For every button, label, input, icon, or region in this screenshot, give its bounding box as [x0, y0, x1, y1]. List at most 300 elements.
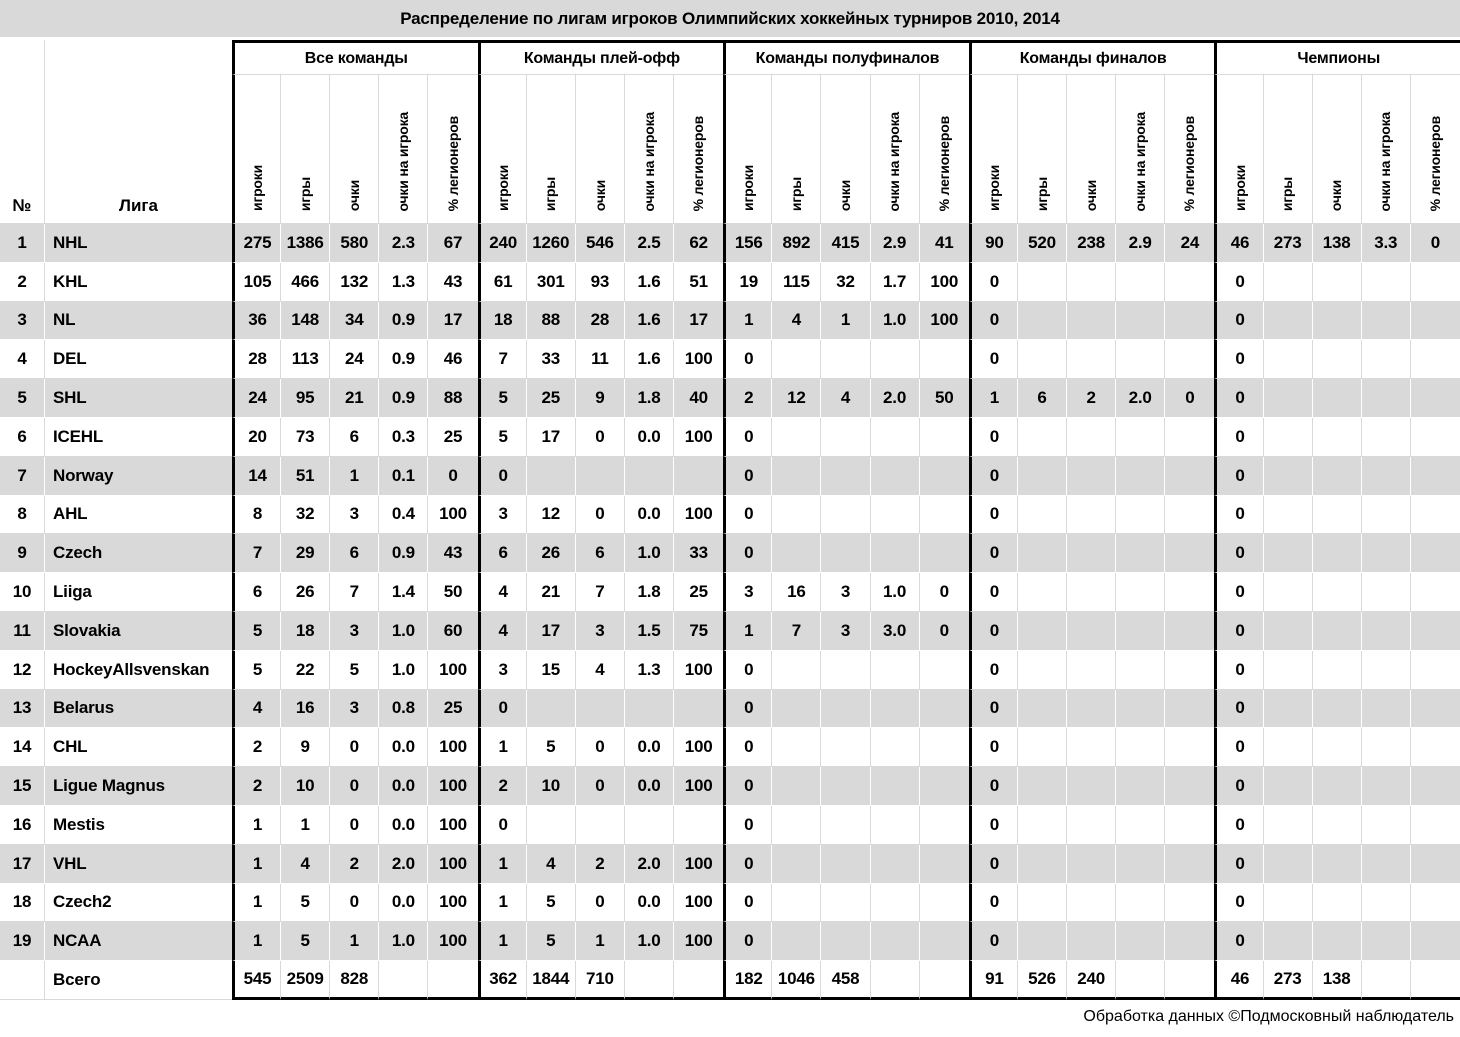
- cell: [1264, 806, 1313, 845]
- cell: [1411, 690, 1460, 729]
- cell: 14: [232, 457, 281, 496]
- cell: 100: [674, 651, 723, 690]
- cell: [1313, 728, 1362, 767]
- table-header: [0, 40, 1460, 224]
- league-name: NHL: [45, 224, 232, 263]
- cell: [1116, 690, 1165, 729]
- cell: [1067, 690, 1116, 729]
- cell: 6: [330, 418, 379, 457]
- table-row: [0, 651, 1460, 690]
- cell: [871, 767, 920, 806]
- cell: [1264, 534, 1313, 573]
- cell: 0: [969, 573, 1018, 612]
- cell: 156: [723, 224, 772, 263]
- cell: 6: [330, 534, 379, 573]
- cell: [1018, 573, 1067, 612]
- cell: [1165, 418, 1214, 457]
- subcolumn-label: % легионеров: [1181, 115, 1198, 211]
- cell: 0: [1214, 922, 1263, 961]
- cell: [772, 690, 821, 729]
- cell: 0: [576, 496, 625, 535]
- cell: [1165, 302, 1214, 341]
- cell: 32: [281, 496, 330, 535]
- cell: [821, 845, 870, 884]
- cell: [871, 845, 920, 884]
- cell: 100: [428, 651, 477, 690]
- cell: 36: [232, 302, 281, 341]
- cell: [1165, 961, 1214, 1000]
- cell: 4: [232, 690, 281, 729]
- cell: [871, 496, 920, 535]
- cell: 19: [723, 263, 772, 302]
- credits-text: Обработка данных ©Подмосковный наблюдатель: [0, 1000, 1460, 1034]
- cell: 0: [969, 767, 1018, 806]
- cell: 1.0: [379, 612, 428, 651]
- cell: [1018, 922, 1067, 961]
- cell: 273: [1264, 224, 1313, 263]
- cell: 50: [920, 379, 969, 418]
- cell: 0: [969, 922, 1018, 961]
- table-row: [0, 224, 1460, 263]
- league-name: KHL: [45, 263, 232, 302]
- total-row: [0, 961, 1460, 1000]
- subcolumn-header: [1313, 75, 1362, 224]
- cell: [576, 690, 625, 729]
- cell: [1264, 457, 1313, 496]
- cell: [1411, 573, 1460, 612]
- cell: 50: [428, 573, 477, 612]
- cell: [674, 961, 723, 1000]
- cell: [1264, 767, 1313, 806]
- league-distribution-table: [0, 40, 1460, 1000]
- cell: 0: [1214, 302, 1263, 341]
- cell: 0: [1214, 884, 1263, 923]
- cell: [1018, 457, 1067, 496]
- group-header-semifinal-teams: Команды полуфиналов: [723, 40, 969, 75]
- cell: 301: [527, 263, 576, 302]
- cell: 1386: [281, 224, 330, 263]
- cell: [1411, 961, 1460, 1000]
- subcolumn-header: [1362, 75, 1411, 224]
- cell: 0: [723, 340, 772, 379]
- cell: 5: [527, 922, 576, 961]
- subcolumn-header: [1165, 75, 1214, 224]
- cell: [1067, 884, 1116, 923]
- cell: 46: [1214, 224, 1263, 263]
- cell: [1264, 340, 1313, 379]
- table-row: [0, 806, 1460, 845]
- cell: [1067, 922, 1116, 961]
- league-name: Slovakia: [45, 612, 232, 651]
- cell: 1.4: [379, 573, 428, 612]
- cell: [1362, 961, 1411, 1000]
- table-row: [0, 496, 1460, 535]
- subcolumn-label: очки: [345, 179, 362, 211]
- cell: [871, 340, 920, 379]
- cell: 100: [674, 884, 723, 923]
- cell: 1.3: [625, 651, 674, 690]
- cell: 1: [478, 845, 527, 884]
- subcolumn-header: [1018, 75, 1067, 224]
- cell: [1067, 340, 1116, 379]
- cell: [1116, 340, 1165, 379]
- cell: 100: [920, 263, 969, 302]
- cell: 0: [723, 534, 772, 573]
- cell: [576, 806, 625, 845]
- cell: 0.0: [625, 767, 674, 806]
- cell: 100: [920, 302, 969, 341]
- cell: 15: [527, 651, 576, 690]
- cell: 10: [527, 767, 576, 806]
- cell: 1.0: [871, 573, 920, 612]
- cell: 273: [1264, 961, 1313, 1000]
- cell: 24: [330, 340, 379, 379]
- cell: [1018, 302, 1067, 341]
- cell: 0: [428, 457, 477, 496]
- cell: 1: [232, 806, 281, 845]
- cell: [821, 340, 870, 379]
- cell: [1018, 690, 1067, 729]
- cell: 0.0: [625, 884, 674, 923]
- subcolumn-label: очки на игрока: [640, 111, 657, 211]
- cell: 2.9: [871, 224, 920, 263]
- cell: 7: [478, 340, 527, 379]
- cell: 0: [478, 806, 527, 845]
- cell: 95: [281, 379, 330, 418]
- cell: 0.3: [379, 418, 428, 457]
- cell: 0: [723, 728, 772, 767]
- cell: 73: [281, 418, 330, 457]
- cell: [1018, 340, 1067, 379]
- cell: 0: [576, 728, 625, 767]
- cell: 46: [428, 340, 477, 379]
- cell: [772, 534, 821, 573]
- subcolumn-label: % легионеров: [935, 115, 952, 211]
- subcolumn-header: [723, 75, 772, 224]
- cell: [772, 845, 821, 884]
- cell: 2.0: [379, 845, 428, 884]
- cell: [1018, 806, 1067, 845]
- cell: 93: [576, 263, 625, 302]
- cell: 20: [232, 418, 281, 457]
- cell: [871, 457, 920, 496]
- cell: [821, 651, 870, 690]
- cell: 182: [723, 961, 772, 1000]
- subcolumn-header: [674, 75, 723, 224]
- subcolumn-label: игроки: [1231, 165, 1248, 211]
- cell: [821, 728, 870, 767]
- subcolumn-header: [772, 75, 821, 224]
- cell: [871, 922, 920, 961]
- cell: [772, 806, 821, 845]
- cell: [821, 806, 870, 845]
- cell: 275: [232, 224, 281, 263]
- cell: 28: [232, 340, 281, 379]
- cell: [576, 457, 625, 496]
- cell: [920, 534, 969, 573]
- cell: 60: [428, 612, 477, 651]
- subcolumn-header: [1116, 75, 1165, 224]
- cell: 22: [281, 651, 330, 690]
- league-name: Ligue Magnus: [45, 767, 232, 806]
- row-number: 4: [0, 340, 45, 379]
- cell: 0: [723, 922, 772, 961]
- cell: [772, 418, 821, 457]
- cell: [1165, 496, 1214, 535]
- cell: [1264, 573, 1313, 612]
- cell: 3.3: [1362, 224, 1411, 263]
- cell: [1362, 728, 1411, 767]
- subcolumn-label: игры: [1279, 176, 1296, 211]
- cell: 1: [969, 379, 1018, 418]
- cell: [1116, 457, 1165, 496]
- cell: [1411, 884, 1460, 923]
- cell: 21: [527, 573, 576, 612]
- cell: [1264, 922, 1313, 961]
- cell: [871, 651, 920, 690]
- cell: 4: [281, 845, 330, 884]
- cell: 466: [281, 263, 330, 302]
- cell: [1411, 612, 1460, 651]
- cell: 0: [576, 767, 625, 806]
- row-number: 2: [0, 263, 45, 302]
- cell: [1116, 651, 1165, 690]
- league-name: VHL: [45, 845, 232, 884]
- cell: [625, 806, 674, 845]
- cell: 1: [281, 806, 330, 845]
- cell: 710: [576, 961, 625, 1000]
- cell: [871, 961, 920, 1000]
- cell: [920, 496, 969, 535]
- cell: [920, 884, 969, 923]
- cell: 1: [478, 884, 527, 923]
- cell: 0: [1214, 379, 1263, 418]
- cell: [1116, 534, 1165, 573]
- cell: [920, 728, 969, 767]
- cell: 25: [428, 418, 477, 457]
- subcolumn-label: игры: [296, 176, 313, 211]
- cell: [428, 961, 477, 1000]
- cell: 362: [478, 961, 527, 1000]
- cell: 0: [723, 806, 772, 845]
- cell: 0: [723, 496, 772, 535]
- subcolumn-header: [1264, 75, 1313, 224]
- subcolumn-label: очки на игрока: [886, 111, 903, 211]
- cell: 12: [527, 496, 576, 535]
- cell: 100: [428, 845, 477, 884]
- cell: 61: [478, 263, 527, 302]
- cell: [871, 418, 920, 457]
- cell: 5: [330, 651, 379, 690]
- cell: 100: [674, 767, 723, 806]
- cell: [1165, 612, 1214, 651]
- cell: 240: [1067, 961, 1116, 1000]
- cell: 51: [674, 263, 723, 302]
- cell: [625, 457, 674, 496]
- cell: [1018, 418, 1067, 457]
- cell: 1: [232, 884, 281, 923]
- cell: 0: [1214, 845, 1263, 884]
- cell: [1018, 767, 1067, 806]
- league-name: Liiga: [45, 573, 232, 612]
- cell: [1362, 573, 1411, 612]
- cell: 0: [723, 651, 772, 690]
- cell: 88: [527, 302, 576, 341]
- cell: 0: [330, 884, 379, 923]
- subcolumn-label: очки на игрока: [395, 111, 412, 211]
- cell: 2.0: [1116, 379, 1165, 418]
- cell: [1067, 534, 1116, 573]
- cell: 4: [478, 612, 527, 651]
- cell: 6: [478, 534, 527, 573]
- cell: 1.8: [625, 379, 674, 418]
- cell: [920, 767, 969, 806]
- cell: 100: [674, 922, 723, 961]
- subcolumn-header: [428, 75, 477, 224]
- cell: [1362, 884, 1411, 923]
- cell: 0: [969, 806, 1018, 845]
- cell: [1067, 573, 1116, 612]
- subcolumn-label: игроки: [986, 165, 1002, 211]
- cell: 0: [576, 418, 625, 457]
- table-row: [0, 340, 1460, 379]
- cell: [1313, 612, 1362, 651]
- cell: 100: [428, 767, 477, 806]
- cell: 5: [527, 884, 576, 923]
- cell: [1018, 651, 1067, 690]
- cell: [1067, 496, 1116, 535]
- cell: [1362, 690, 1411, 729]
- cell: 40: [674, 379, 723, 418]
- cell: [1362, 612, 1411, 651]
- subcolumn-header: [821, 75, 870, 224]
- cell: 24: [232, 379, 281, 418]
- cell: [1067, 457, 1116, 496]
- cell: [1313, 418, 1362, 457]
- cell: 1.3: [379, 263, 428, 302]
- cell: 7: [772, 612, 821, 651]
- cell: [1264, 612, 1313, 651]
- cell: 2: [1067, 379, 1116, 418]
- cell: 25: [674, 573, 723, 612]
- cell: 520: [1018, 224, 1067, 263]
- table-row: [0, 922, 1460, 961]
- cell: [1313, 690, 1362, 729]
- table-row: [0, 263, 1460, 302]
- cell: 1.8: [625, 573, 674, 612]
- cell: [1165, 340, 1214, 379]
- cell: 100: [428, 922, 477, 961]
- cell: [1411, 922, 1460, 961]
- cell: 0: [1411, 224, 1460, 263]
- cell: [674, 457, 723, 496]
- cell: 16: [281, 690, 330, 729]
- subcolumn-header: [1411, 75, 1460, 224]
- row-number: 7: [0, 457, 45, 496]
- table-row: [0, 457, 1460, 496]
- cell: 0.0: [379, 884, 428, 923]
- cell: 25: [527, 379, 576, 418]
- cell: 238: [1067, 224, 1116, 263]
- cell: [1116, 922, 1165, 961]
- cell: [1313, 263, 1362, 302]
- subcolumn-header: [576, 75, 625, 224]
- cell: [821, 884, 870, 923]
- row-number: 3: [0, 302, 45, 341]
- league-name: CHL: [45, 728, 232, 767]
- cell: 0: [478, 457, 527, 496]
- cell: [1313, 767, 1362, 806]
- row-number: 1: [0, 224, 45, 263]
- cell: 1.0: [379, 651, 428, 690]
- cell: [1165, 845, 1214, 884]
- cell: 62: [674, 224, 723, 263]
- row-number: 15: [0, 767, 45, 806]
- cell: 0.4: [379, 496, 428, 535]
- cell: 28: [576, 302, 625, 341]
- cell: [920, 922, 969, 961]
- cell: 1.6: [625, 302, 674, 341]
- cell: [1116, 573, 1165, 612]
- cell: 3: [821, 573, 870, 612]
- cell: 1.0: [625, 534, 674, 573]
- cell: 0: [1214, 651, 1263, 690]
- cell: 3: [723, 573, 772, 612]
- cell: [920, 651, 969, 690]
- column-header-number: №: [0, 40, 45, 224]
- cell: 0: [330, 767, 379, 806]
- cell: [1018, 884, 1067, 923]
- cell: 9: [576, 379, 625, 418]
- cell: [1362, 767, 1411, 806]
- cell: 7: [232, 534, 281, 573]
- cell: [772, 728, 821, 767]
- cell: [1067, 302, 1116, 341]
- cell: [1362, 534, 1411, 573]
- cell: [1264, 379, 1313, 418]
- subcolumn-label: игроки: [494, 165, 511, 211]
- league-name: Всего: [45, 961, 232, 1000]
- cell: 0: [723, 884, 772, 923]
- cell: 1: [330, 457, 379, 496]
- cell: [1067, 263, 1116, 302]
- cell: [1411, 496, 1460, 535]
- cell: [1116, 767, 1165, 806]
- cell: [1313, 884, 1362, 923]
- row-number: 16: [0, 806, 45, 845]
- subcolumn-header: [871, 75, 920, 224]
- cell: 0: [969, 418, 1018, 457]
- cell: [1067, 418, 1116, 457]
- cell: [821, 767, 870, 806]
- cell: [527, 457, 576, 496]
- table-body: [0, 224, 1460, 1000]
- cell: 1.6: [625, 263, 674, 302]
- cell: 11: [576, 340, 625, 379]
- cell: [1411, 340, 1460, 379]
- cell: 1: [330, 922, 379, 961]
- table-row: [0, 379, 1460, 418]
- cell: [1018, 612, 1067, 651]
- cell: [1313, 806, 1362, 845]
- league-name: Czech2: [45, 884, 232, 923]
- cell: [1313, 651, 1362, 690]
- cell: 138: [1313, 224, 1362, 263]
- cell: [1165, 651, 1214, 690]
- subcolumn-label: очки на игрока: [1131, 111, 1148, 211]
- cell: 545: [232, 961, 281, 1000]
- cell: [1165, 263, 1214, 302]
